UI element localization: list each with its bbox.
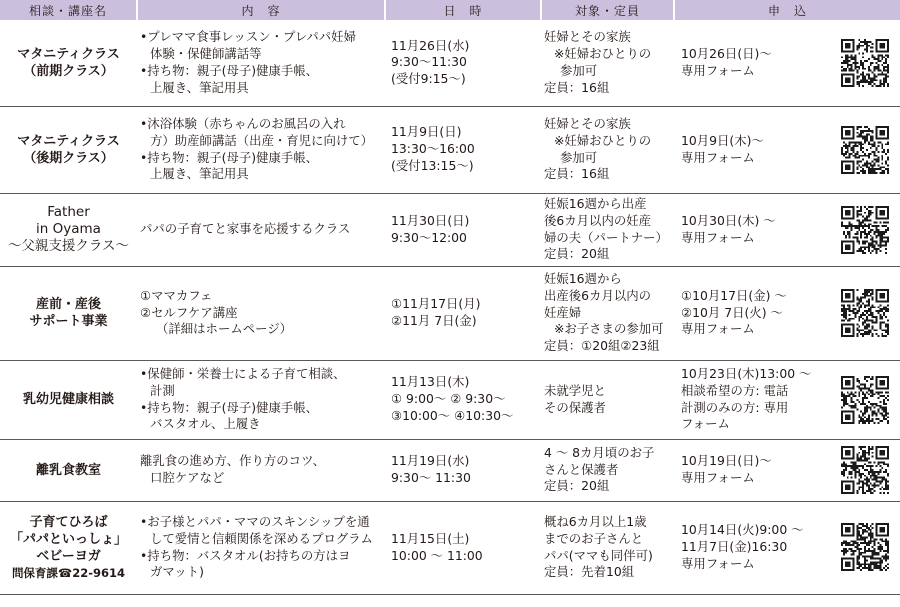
content-line: 上履き、筆記用具 — [150, 79, 249, 95]
cell-target — [541, 266, 674, 360]
apply-text — [677, 288, 787, 338]
content-line: パパの子育てと家事を応援するクラス — [140, 221, 351, 237]
qr-code-icon[interactable] — [841, 375, 889, 425]
content-line: （詳細はホームページ） — [156, 321, 293, 337]
cell-datetime — [385, 106, 541, 193]
cell-datetime — [385, 20, 541, 106]
target-line: 妊産婦 — [544, 304, 582, 320]
cell-apply — [674, 501, 900, 594]
table-row — [0, 439, 900, 501]
content-line: •持ち物：親子(母子)健康手帳、 — [140, 399, 319, 415]
datetime-line: ① 9:00〜 ② 9:30〜 — [391, 391, 506, 407]
apply-line: 相談希望の方: 電話 — [681, 382, 789, 398]
target-line: 出産後6カ月以内の — [544, 287, 652, 303]
datetime-line: 9:30〜12:00 — [391, 229, 467, 245]
cell-content — [137, 106, 385, 193]
apply-block — [677, 445, 897, 495]
apply-block — [677, 288, 897, 338]
datetime-line: 11月15日(土) — [391, 530, 470, 546]
name-line: 産前・産後 — [35, 297, 101, 312]
target-line: 定員：①20組②23組 — [544, 338, 660, 354]
content-line: 上履き、筆記用具 — [150, 166, 249, 182]
content-line: 口腔ケアなど — [150, 470, 225, 485]
apply-line: 専用フォーム — [681, 321, 755, 337]
target-line: 定員：20組 — [544, 478, 610, 494]
datetime-line: ②11月 7日(金) — [391, 313, 477, 328]
target-line: 定員：16組 — [544, 166, 610, 182]
apply-line: 専用フォーム — [681, 555, 755, 571]
datetime-line: 11月26日(水) — [391, 37, 470, 53]
apply-line: 計測のみの方: 専用 — [681, 399, 789, 415]
datetime-line: 11月19日(水) — [391, 453, 470, 469]
content-line: •お子様とパパ・ママのスキンシップを通 — [140, 513, 370, 529]
name-line: 〜父親支援クラス〜 — [7, 238, 130, 254]
header-apply: 申 込 — [674, 0, 900, 20]
datetime-line: 11月30日(日) — [391, 212, 470, 228]
target-line: 定員：20組 — [544, 246, 610, 262]
cell-target — [541, 106, 674, 193]
target-line: までのお子さんと — [544, 530, 644, 546]
target-line: 定員：先着10組 — [544, 564, 635, 580]
cell-name — [0, 266, 137, 360]
target-line: 妊娠16週から — [544, 271, 622, 286]
cell-target — [541, 360, 674, 439]
table-row — [0, 360, 900, 439]
target-line: パパ(ママも同伴可) — [544, 547, 653, 563]
name-line: in Oyama — [36, 221, 101, 237]
apply-line: 専用フォーム — [681, 229, 755, 245]
content-line: ①ママカフェ — [140, 287, 213, 303]
target-line: 定員：16組 — [544, 79, 610, 95]
target-line: 妊娠16週から出産 — [544, 195, 647, 211]
content-line: •保健師・栄養士による子育て相談、 — [140, 365, 346, 381]
apply-text — [677, 522, 804, 572]
target-line: ※お子さまの参加可 — [554, 321, 664, 337]
content-line: 方）助産師講話（出産・育児に向けて） — [150, 132, 374, 148]
target-line: 参加可 — [560, 62, 598, 78]
content-line: バスタオル、上履き — [150, 416, 261, 432]
target-line: 妊婦とその家族 — [544, 29, 631, 45]
cell-name — [0, 106, 137, 193]
content-line: •沐浴体験（赤ちゃんのお風呂の入れ — [140, 115, 346, 131]
apply-block — [677, 522, 897, 572]
cell-apply — [674, 193, 900, 266]
cell-target — [541, 20, 674, 106]
target-line: 概ね6カ月以上1歳 — [544, 513, 647, 529]
table-row — [0, 266, 900, 360]
header-datetime: 日 時 — [385, 0, 541, 20]
target-line: ※妊婦おひとりの — [554, 45, 652, 61]
qr-code-icon[interactable] — [841, 125, 889, 175]
header-name: 相談・講座名 — [0, 0, 137, 20]
cell-name — [0, 501, 137, 594]
cell-target — [541, 193, 674, 266]
target-line: その保護者 — [544, 399, 606, 415]
target-line: 未就学児と — [544, 382, 606, 398]
content-line: して愛情と信頼関係を深めるプログラム — [150, 530, 373, 546]
header-target: 対象・定員 — [541, 0, 674, 20]
datetime-line: 13:30〜16:00 — [391, 141, 475, 157]
content-line: 計測 — [150, 382, 175, 398]
apply-block — [677, 205, 897, 255]
name-line: 離乳食教室 — [35, 462, 101, 478]
apply-line: ②10月 7日(火) 〜 — [681, 304, 783, 320]
qr-code-icon[interactable] — [841, 288, 889, 338]
content-line: •持ち物：親子(母子)健康手帳、 — [140, 62, 319, 78]
apply-text — [677, 453, 772, 487]
datetime-line: (受付13:15〜) — [391, 157, 474, 173]
datetime-line: 9:30〜11:30 — [391, 54, 467, 70]
name-line: 子育てひろば — [29, 514, 108, 530]
apply-line: ①10月17日(金) 〜 — [681, 287, 787, 303]
name-line: 乳幼児健康相談 — [22, 392, 114, 407]
table-row — [0, 106, 900, 193]
datetime-line: (受付9:15〜) — [391, 71, 466, 87]
apply-line: 10月30日(木) 〜 — [681, 212, 776, 228]
datetime-line: 10:00 〜 11:00 — [391, 547, 483, 563]
content-line: 離乳食の進め方、作り方のコツ、 — [140, 453, 325, 469]
cell-name — [0, 193, 137, 266]
cell-name — [0, 360, 137, 439]
content-line: •プレママ食事レッスン・プレパパ妊婦 — [140, 29, 356, 45]
cell-content — [137, 266, 385, 360]
apply-line: フォーム — [681, 416, 730, 432]
cell-datetime — [385, 501, 541, 594]
target-line: 4 〜 8カ月頃のお子 — [544, 444, 655, 460]
apply-text — [677, 213, 776, 247]
name-line: Father — [47, 204, 90, 220]
apply-line: 10月9日(木)〜 — [681, 132, 764, 148]
apply-block — [677, 38, 897, 88]
cell-content — [137, 439, 385, 501]
apply-line: 専用フォーム — [681, 149, 755, 165]
cell-datetime — [385, 266, 541, 360]
target-line: 婦の夫（パートナー） — [544, 229, 668, 245]
cell-name — [0, 20, 137, 106]
target-line: 後6カ月以内の妊産 — [544, 212, 652, 228]
apply-line: 11月7日(金)16:30 — [681, 539, 788, 555]
cell-apply — [674, 106, 900, 193]
qr-code-icon[interactable] — [841, 38, 889, 88]
apply-line: 10月14日(火)9:00 〜 — [681, 522, 804, 538]
content-line: ②セルフケア講座 — [140, 304, 238, 320]
cell-apply — [674, 20, 900, 106]
name-line: マタニティクラス — [17, 133, 120, 149]
table-row — [0, 193, 900, 266]
cell-apply — [674, 360, 900, 439]
name-line: ベビーヨガ — [36, 548, 101, 564]
cell-apply — [674, 439, 900, 501]
apply-line: 10月26日(日)〜 — [681, 45, 772, 61]
cell-content — [137, 193, 385, 266]
cell-name — [0, 439, 137, 501]
name-line: （前期クラス） — [23, 63, 114, 79]
content-line: •持ち物：バスタオル(お持ちの方はヨ — [140, 547, 351, 563]
target-line: 参加可 — [560, 149, 598, 165]
cell-datetime — [385, 193, 541, 266]
content-line: 体験・保健師講話等 — [150, 45, 262, 61]
cell-datetime — [385, 360, 541, 439]
cell-target — [541, 439, 674, 501]
target-line: さんと保護者 — [544, 461, 619, 477]
name-line: サポート事業 — [29, 314, 108, 329]
target-line: ※妊婦おひとりの — [554, 132, 652, 148]
apply-line: 専用フォーム — [681, 470, 755, 485]
contact-phone: 問保育課☎22-9614 — [11, 565, 126, 580]
content-line: •持ち物：親子(母子)健康手帳、 — [140, 149, 319, 165]
apply-block — [677, 366, 897, 433]
apply-text — [677, 46, 772, 80]
cell-datetime — [385, 439, 541, 501]
cell-apply — [674, 266, 900, 360]
table-row — [0, 501, 900, 594]
qr-code-icon[interactable] — [841, 205, 889, 255]
name-line: （後期クラス） — [23, 150, 114, 166]
table-row — [0, 20, 900, 106]
qr-code-icon[interactable] — [841, 522, 889, 572]
apply-block — [677, 125, 897, 175]
header-content: 内 容 — [137, 0, 385, 20]
target-line: 妊婦とその家族 — [544, 115, 631, 131]
cell-content — [137, 20, 385, 106]
apply-line: 専用フォーム — [681, 62, 755, 78]
apply-text — [677, 366, 811, 433]
qr-code-icon[interactable] — [841, 445, 889, 495]
cell-content — [137, 501, 385, 594]
apply-text — [677, 133, 764, 167]
cell-content — [137, 360, 385, 439]
name-line: マタニティクラス — [17, 46, 120, 62]
table-header-row — [0, 0, 900, 20]
datetime-line: 11月9日(日) — [391, 124, 462, 140]
datetime-line: 11月13日(木) — [391, 374, 470, 390]
datetime-line: 9:30〜 11:30 — [391, 470, 471, 485]
apply-line: 10月23日(木)13:00 〜 — [681, 365, 812, 381]
datetime-line: ①11月17日(月) — [391, 296, 481, 312]
datetime-line: ③10:00〜 ④10:30〜 — [391, 407, 514, 423]
content-line: ガマット) — [150, 564, 204, 580]
apply-line: 10月19日(日)〜 — [681, 453, 772, 469]
cell-target — [541, 501, 674, 594]
name-line: 「パパといっしょ」 — [9, 531, 127, 547]
